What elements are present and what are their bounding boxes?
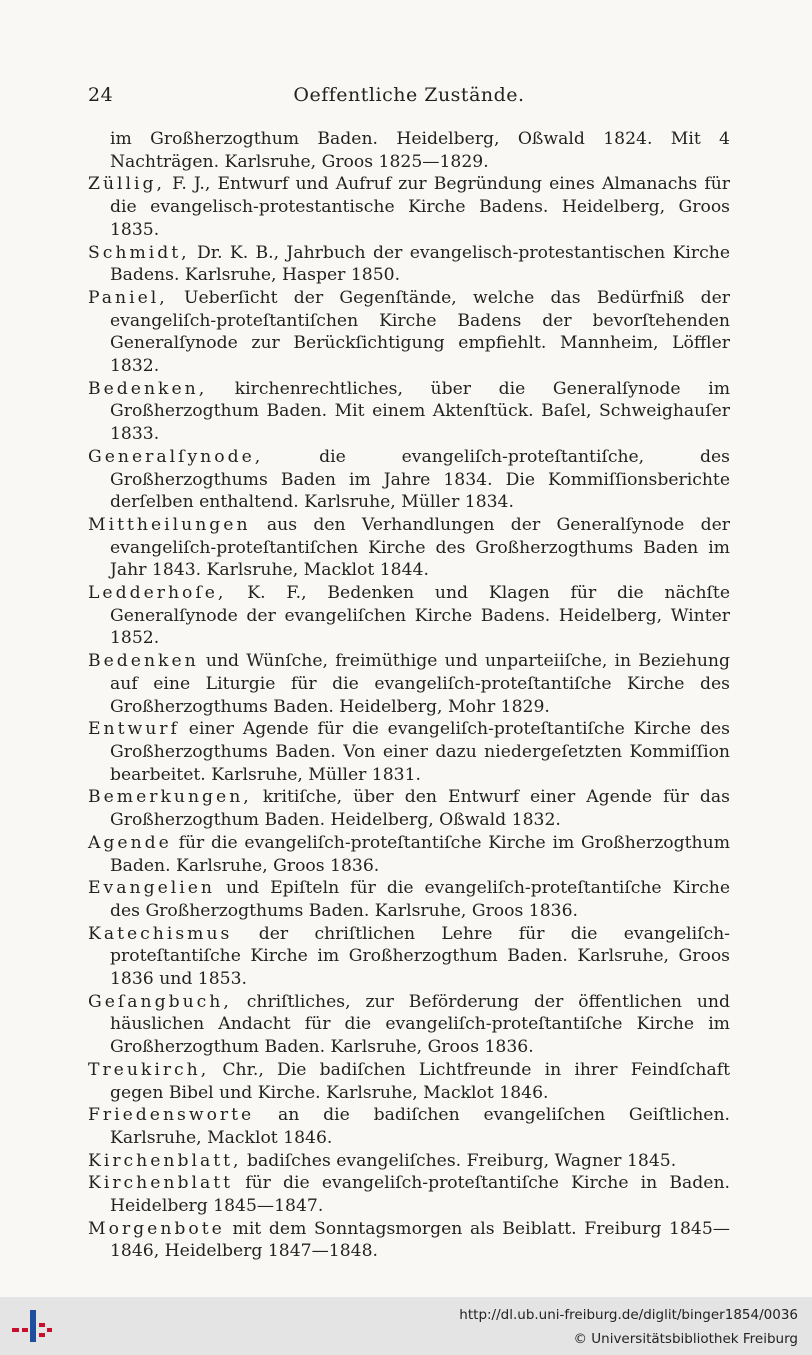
bibliography-entry xyxy=(88,786,730,831)
entry-heading: Friedensworte xyxy=(88,1105,255,1126)
entry-heading: Ledderhoſe, xyxy=(88,583,227,604)
bibliography-entry xyxy=(88,923,730,991)
running-head xyxy=(88,84,730,112)
entry-heading: Kirchenblatt, xyxy=(88,1150,242,1171)
page-number: 24 xyxy=(88,84,114,106)
entry-text: an die badiſchen evangeliſchen Geiſtlichen. Karlsruhe, Macklot 1846. xyxy=(110,1105,730,1148)
entry-text: badiſches evangeliſches. Freiburg, Wagner 1845. xyxy=(241,1150,677,1171)
bibliography-entry xyxy=(88,1150,730,1173)
ub-freiburg-logo-icon xyxy=(12,1307,52,1345)
bibliography-entry xyxy=(88,877,730,922)
entry-text: die evangeliſch-proteſtantiſche, des Großherzogthums Baden im Jahre 1834. Die Kommiſſionsberichte derſelben enthaltend. Karlsruhe, Müller 1834. xyxy=(110,446,730,513)
entry-text: für die evangeliſch-proteſtantiſche Kirche in Baden. Heidelberg 1845—1847. xyxy=(110,1173,730,1217)
entry-heading: Kirchenblatt xyxy=(88,1173,234,1194)
bibliography-entry xyxy=(88,173,730,241)
entry-heading: Entwurf xyxy=(88,719,180,740)
entry-text: Chr., Die badiſchen Lichtfreunde in ihrer Feindſchaft gegen Bibel und Kirche. Karlsruhe, Macklot 1846. xyxy=(110,1059,730,1103)
bibliography-entry xyxy=(88,1104,730,1149)
bibliography-entry xyxy=(88,446,730,514)
bibliography-entry-continued: im Großherzogthum Baden. Heidelberg, Oßwald 1824. Mit 4 Nachträgen. Karlsruhe, Groos 1825—1829. xyxy=(110,129,730,172)
bibliography-list xyxy=(88,128,730,1263)
entry-text: Ueberſicht der Gegenſtände, welche das Bedürfniß der evangeliſch-proteſtantiſchen Kirche Badens der bevorſtehenden Generalſynode zur Berückſichtigung empfiehlt. Mannheim, Löffler 1832. xyxy=(110,287,730,377)
bibliography-entry xyxy=(88,832,730,877)
entry-text: einer Agende für die evangeliſch-proteſtantiſche Kirche des Großherzogthums Baden. Von einer dazu niedergeſetzten Kommiſſion bearbeitet. Karlsruhe, Müller 1831. xyxy=(110,719,730,785)
entry-heading: Generalſynode, xyxy=(88,446,264,467)
copyright-notice: © Universitätsbibliothek Freiburg xyxy=(573,1331,798,1347)
entry-text: Dr. K. B., Jahrbuch der evangelisch-protestantischen Kirche Badens. Karlsruhe, Hasper 1850. xyxy=(110,242,730,286)
entry-text: und Wünſche, freimüthige und unparteiiſche, in Beziehung auf eine Liturgie für die evangeliſch-proteſtantiſche Kirche des Großherzogthums Baden. Heidelberg, Mohr 1829. xyxy=(110,651,730,717)
entry-heading: Morgenbote xyxy=(88,1218,225,1239)
entry-text: für die evangeliſch-proteſtantiſche Kirche im Großherzogthum Baden. Karlsruhe, Groos 1836. xyxy=(110,832,730,876)
entry-heading: Mittheilungen xyxy=(88,514,251,535)
entry-heading: Katechismus xyxy=(88,923,233,944)
entry-heading: Geſangbuch, xyxy=(88,991,232,1012)
entry-heading: Evangelien xyxy=(88,878,215,899)
bibliography-entry xyxy=(88,378,730,446)
bibliography-entry xyxy=(88,718,730,786)
bibliography-entry xyxy=(88,1218,730,1263)
bibliography-entry xyxy=(88,287,730,378)
bibliography-entry xyxy=(88,1059,730,1104)
entry-text: kirchenrechtliches, über die Generalſynode im Großherzogthum Baden. Mit einem Aktenſtück. Baſel, Schweighauſer 1833. xyxy=(110,378,730,445)
digital-library-footer xyxy=(0,1297,812,1355)
entry-heading: Bemerkungen, xyxy=(88,787,252,808)
entry-heading: Agende xyxy=(88,832,172,853)
entry-heading: Bedenken, xyxy=(88,378,208,399)
header-title: Oeffentliche Zustände. xyxy=(293,84,525,106)
entry-text: kritiſche, über den Entwurf einer Agende für das Großherzogthum Baden. Heidelberg, Oßwald 1832. xyxy=(110,787,730,831)
entry-heading: Schmidt, xyxy=(88,242,190,263)
entry-text: mit dem Sonntagsmorgen als Beiblatt. Freiburg 1845—1846, Heidelberg 1847—1848. xyxy=(110,1218,730,1262)
entry-heading: Paniel, xyxy=(88,287,168,308)
entry-text: K. F., Bedenken und Klagen für die nächſte Generalſynode der evangeliſchen Kirche Badens. Heidelberg, Winter 1852. xyxy=(110,583,730,649)
entry-heading: Bedenken xyxy=(88,651,199,672)
entry-heading: Züllig, xyxy=(88,174,165,195)
entry-text: chriſtliches, zur Beförderung der öffentlichen und häuslichen Andacht für die evangeliſch-proteſtantiſche Kirche im Großherzogthum Baden. Karlsruhe, Groos 1836. xyxy=(110,991,730,1058)
bibliography-entry xyxy=(88,1172,730,1217)
bibliography-entry xyxy=(88,650,730,718)
bibliography-entry xyxy=(88,991,730,1059)
entry-text: der chriſtlichen Lehre für die evangeliſch-proteſtantiſche Kirche im Großherzogthum Baden. Karlsruhe, Groos 1836 und 1853. xyxy=(110,923,730,990)
bibliography-entry xyxy=(88,582,730,650)
entry-text: und Epiſteln für die evangeliſch-proteſtantiſche Kirche des Großherzogthums Baden. Karlsruhe, Groos 1836. xyxy=(110,878,730,921)
bibliography-entry xyxy=(88,242,730,287)
entry-text: F. J., Entwurf und Aufruf zur Begründung eines Almanachs für die evangelisch-protestantische Kirche Badens. Heidelberg, Groos 1835. xyxy=(110,174,730,240)
permalink-link[interactable]: http://dl.ub.uni-freiburg.de/diglit/binger1854/0036 xyxy=(459,1307,798,1323)
entry-heading: Treukirch, xyxy=(88,1059,210,1080)
entry-text: aus den Verhandlungen der Generalſynode der evangeliſch-proteſtantiſchen Kirche des Großherzogthums Baden im Jahr 1843. Karlsruhe, Macklot 1844. xyxy=(110,514,730,581)
bibliography-entry xyxy=(88,514,730,582)
